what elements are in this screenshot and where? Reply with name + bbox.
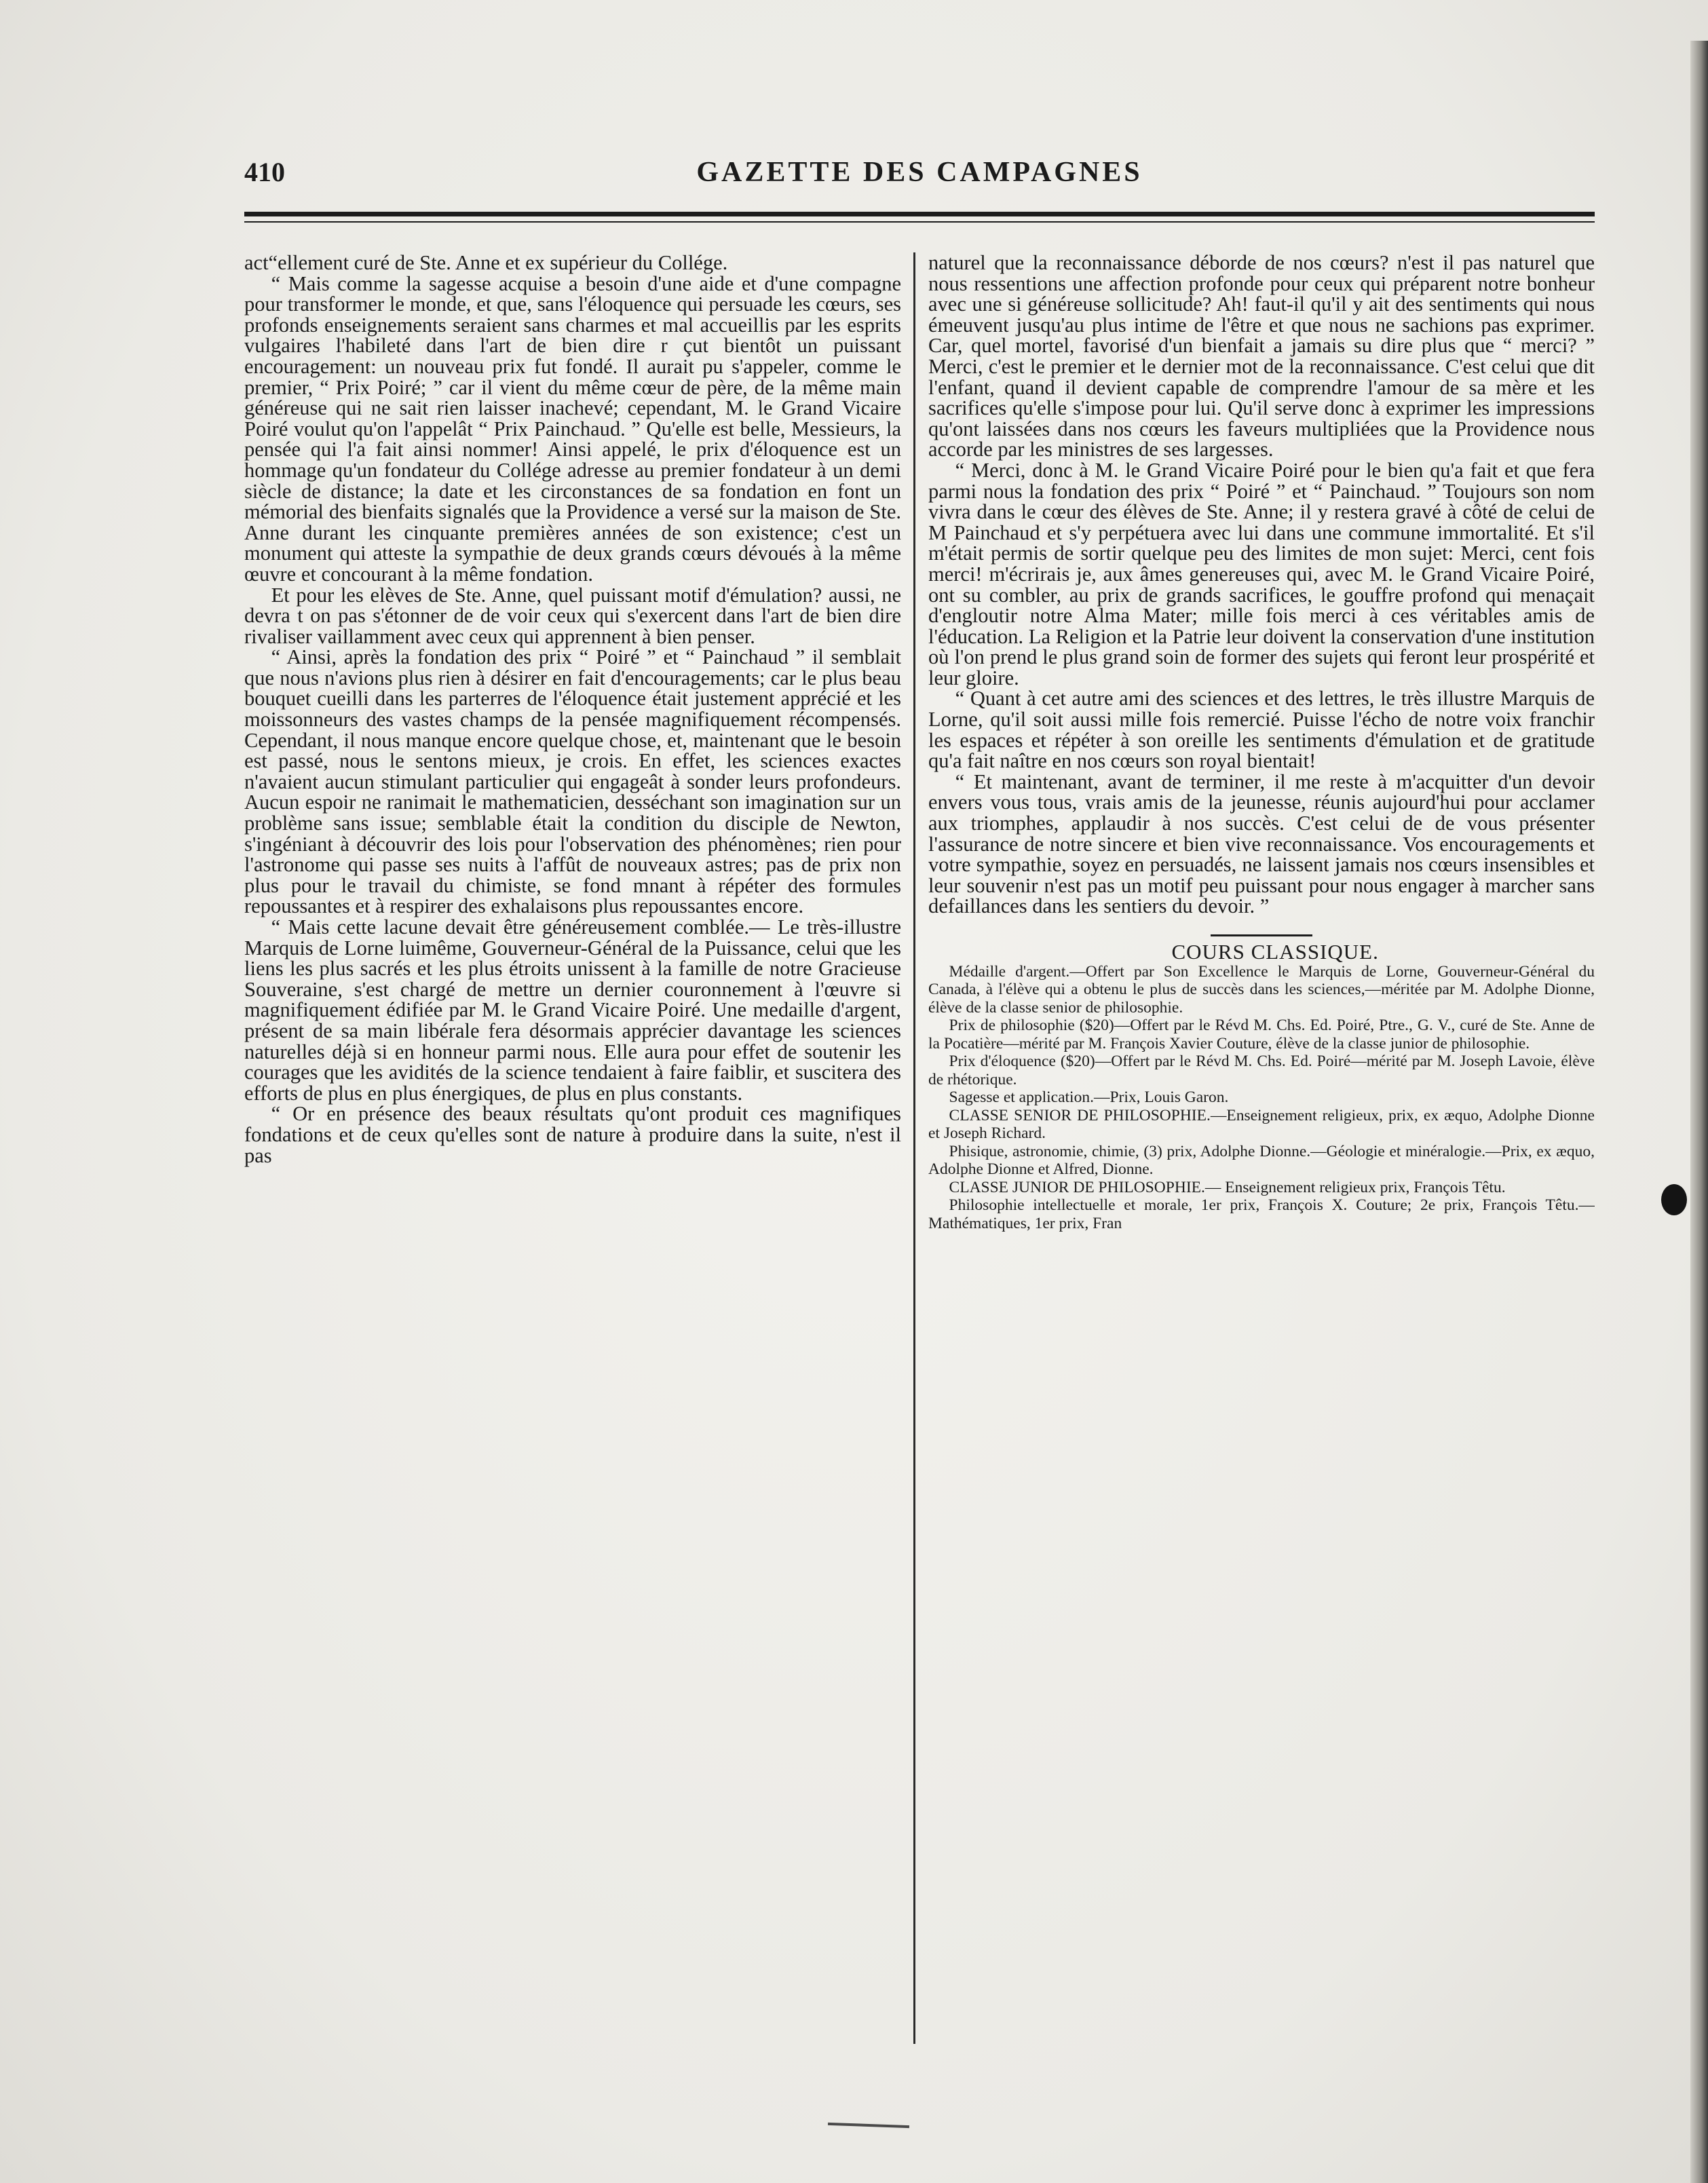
left-paragraph: Et pour les elèves de Ste. Anne, quel puissant motif d'émulation? aussi, ne devra t on pas s'étonner de de voir ceux qui s'exercent dans l'art de bien dire rivaliser vaillamment avec ceux qui apprennent à bien penser. <box>244 583 901 648</box>
ink-blot-mark <box>1661 1184 1687 1215</box>
page-number: 410 <box>244 157 285 187</box>
award-entry: Médaille d'argent.—Offert par Son Excellence le Marquis de Lorne, Gouverneur-Général du Canada, à l'élève qui a obtenu le plus de succès dans les sciences,—méritée par M. Adolphe Dionne, élève de la classe senior de philosophie. <box>928 962 1595 1017</box>
right-paragraph: “ Quant à cet autre ami des sciences et des lettres, le très illustre Marquis de Lorne, qu'il soit aussi mille fois remercié. Puisse l'écho de notre voix franchir les espaces et répéter à son oreille les sentiments d'émulation et de gratitude qu'a fait naître en nos cœurs son royal bientait! <box>928 687 1595 773</box>
left-paragraph: “ Mais cette lacune devait être généreusement comblée.— Le très-illustre Marquis de Lorne luimême, Gouverneur-Général de la Puissance, celui que les liens les plus sacrés et les plus étroits unissent à la famille de notre Gracieuse Souveraine, s'est chargé de mettre un dernier couronnement à l'œuvre si magnifiquement édifiée par M. le Grand Vicaire Poiré. Une medaille d'argent, présent de sa main libérale fera désormais apprécier davantage les sciences naturelles déjà si en honneur parmi nous. Elle aura pour effet de soutenir les courages que les avidités de la science tendaient à faire faiblir, et suscitera des efforts de plus en plus énergiques, de plus en plus constants. <box>244 915 901 1105</box>
award-entry: Prix de philosophie ($20)—Offert par le Révd M. Chs. Ed. Poiré, Ptre., G. V., curé de Ste. Anne de la Pocatière—mérité par M. François Xavier Couture, élève de la classe junior de philosophie. <box>928 1017 1595 1052</box>
section-rule <box>1211 934 1312 936</box>
header-rule-thin <box>244 221 1595 223</box>
ink-smudge-mark <box>828 2123 909 2128</box>
right-paragraph: “ Merci, donc à M. le Grand Vicaire Poiré pour le bien qu'a fait et que fera parmi nous la fondation des prix “ Poiré ” et “ Painchaud. ” Toujours son nom vivra dans le cœur des élèves de Ste. Anne; il y restera gravé à côté de celui de M Painchaud et s'y perpétuera avec lui dans une commune immortalité. Et s'il m'était permis de sortir quelque peu des limites de mon sujet: Merci, cent fois merci! m'écrirais je, aux âmes genereuses qui, avec M. le Grand Vicaire Poiré, ont su combler, au prix de grands sacrifices, le gouffre profond qui menaçait d'engloutir notre Alma Mater; mille fois merci à ces véritables amis de l'éducation. La Religion et la Patrie leur doivent la conservation d'une institution où l'on prend le plus grand soin de former des sujets qui feront leur prospérité et leur gloire. <box>928 458 1595 689</box>
award-entry: CLASSE SENIOR DE PHILOSOPHIE.—Enseignement religieux, prix, ex æquo, Adolphe Dionne et Joseph Richard. <box>928 1106 1595 1143</box>
left-paragraph: “ Or en présence des beaux résultats qu'ont produit ces magnifiques fondations et de ceux qu'elles sont de nature à produire dans la suite, n'est il pas <box>244 1102 901 1167</box>
left-paragraph: “ Ainsi, après la fondation des prix “ Poiré ” et “ Painchaud ” il semblait que nous n'avions plus rien à désirer en fait d'encouragements; car le plus beau bouquet cueilli dans les parterres de l'éloquence était justement apprécié et les moissonneurs des vastes champs de la pensée magnifiquement récompensés. Cependant, il nous manque encore quelque chose, et, maintenant que le besoin est passé, nous le sentons mieux, je crois. En effet, les sciences exactes n'avaient aucun stimulant particulier qui engageât à sonder leurs profondeurs. Aucun espoir ne ranimait le mathematicien, desséchant son imagination sur un problème sans issue; semblable était la condition du disciple de Newton, s'ingéniant à découvrir des lois pour l'observation des phénomènes; rien pour l'astronome qui passe ses nuits à l'affût de nouveaux astres; pas de prix non plus pour le travail du chimiste, se fond mnant à répéter des formules repoussantes et à respirer des exhalaisons plus repoussantes encore. <box>244 645 901 918</box>
award-entry: Phisique, astronomie, chimie, (3) prix, Adolphe Dionne.—Géologie et minéralogie.—Prix, ex æquo, Adolphe Dionne et Alfred, Dionne. <box>928 1142 1595 1179</box>
column-divider <box>913 252 915 2044</box>
award-entry: Sagesse et application.—Prix, Louis Garon. <box>949 1088 1229 1107</box>
section-title: COURS CLASSIQUE. <box>1171 940 1379 964</box>
right-paragraph: “ Et maintenant, avant de terminer, il me reste à m'acquitter d'un devoir envers vous tous, vrais amis de la jeunesse, réunis aujourd'hui pour acclamer aux triomphes, applaudir à nos succès. C'est celui de de vous présenter l'assurance de notre sincere et bien vive reconnaissance. Vos encouragements et votre sympathie, soyez en persuadés, ne laissent jamais nos cœurs insensibles et leur souvenir n'est pas un motif peu puissant pour nous engager à marcher sans defaillances dans les sentiers du devoir. ” <box>928 770 1595 918</box>
left-paragraph: “ Mais comme la sagesse acquise a besoin d'une aide et d'une compagne pour transformer le monde, et que, sans l'éloquence qui persuade les cœurs, ses profonds enseignements seraient sans charmes et mal accueillis par les esprits vulgaires l'habileté dans l'art de bien dire r çut bientôt un puissant encouragement: un nouveau prix fut fondé. Il aurait pu s'appeler, comme le premier, “ Prix Poiré; ” car il vient du même cœur de père, de la même main généreuse qui ne sait rien laisser inachevé; cependant, M. le Grand Vicaire Poiré voulut qu'on l'appelât “ Prix Painchaud. ” Qu'elle est belle, Messieurs, la pensée qui l'a fait ainsi nommer! Ainsi appelé, le prix d'éloquence est un hommage qu'un fondateur du Collége adresse au premier fondateur à un demi siècle de distance; la date et les circonstances de sa fondation en font un mémorial des bienfaits signalés que la Providence a versé sur la maison de Ste. Anne durant les cinquante premières années de son existence; c'est un monument qui atteste la sympathie de deux grands cœurs dévoués à la même œuvre et concourant à la même fondation. <box>244 271 901 586</box>
page-header <box>244 156 1595 197</box>
left-column <box>244 252 901 2044</box>
award-entry: CLASSE JUNIOR DE PHILOSOPHIE.— Enseignement religieux prix, François Têtu. <box>949 1178 1506 1196</box>
right-paragraph: naturel que la reconnaissance déborde de nos cœurs? n'est il pas naturel que nous ressentions une affection profonde pour ceux qui préparent notre bonheur avec une si généreuse sollicitude? Ah! faut-il qu'il y ait des sentiments qui nous émeuvent jusqu'au plus intime de l'être et que nous ne sachions pas exprimer. Car, quel mortel, favorisé d'un bienfait a jamais su dire plus que “ merci? ” Merci, c'est le premier et le dernier mot de la reconnaissance. C'est celui que dit l'enfant, quand il devient capable de comprendre l'amour de sa mère et les sacrifices qu'elle s'impose pour lui. Qu'il serve donc à exprimer les impressions qu'ont laissées dans nos cœurs les faveurs multipliées que la Providence nous accorde par les ministres de ses largesses. <box>928 252 1595 461</box>
page-edge-shadow <box>1690 41 1708 2183</box>
left-paragraph: act“ellement curé de Ste. Anne et ex supérieur du Collége. <box>244 252 728 274</box>
running-title: GAZETTE DES CAMPAGNES <box>696 157 1143 188</box>
award-entry: Prix d'éloquence ($20)—Offert par le Révd M. Chs. Ed. Poiré—mérité par M. Joseph Lavoie, élève de rhétorique. <box>928 1052 1595 1088</box>
right-column <box>928 252 1595 2044</box>
awards-list <box>928 963 1595 1233</box>
header-rule-thick <box>244 212 1595 216</box>
award-entry: Philosophie intellectuelle et morale, 1er prix, François X. Couture; 2e prix, François Têtu.—Mathématiques, 1er prix, Fran <box>928 1196 1595 1232</box>
